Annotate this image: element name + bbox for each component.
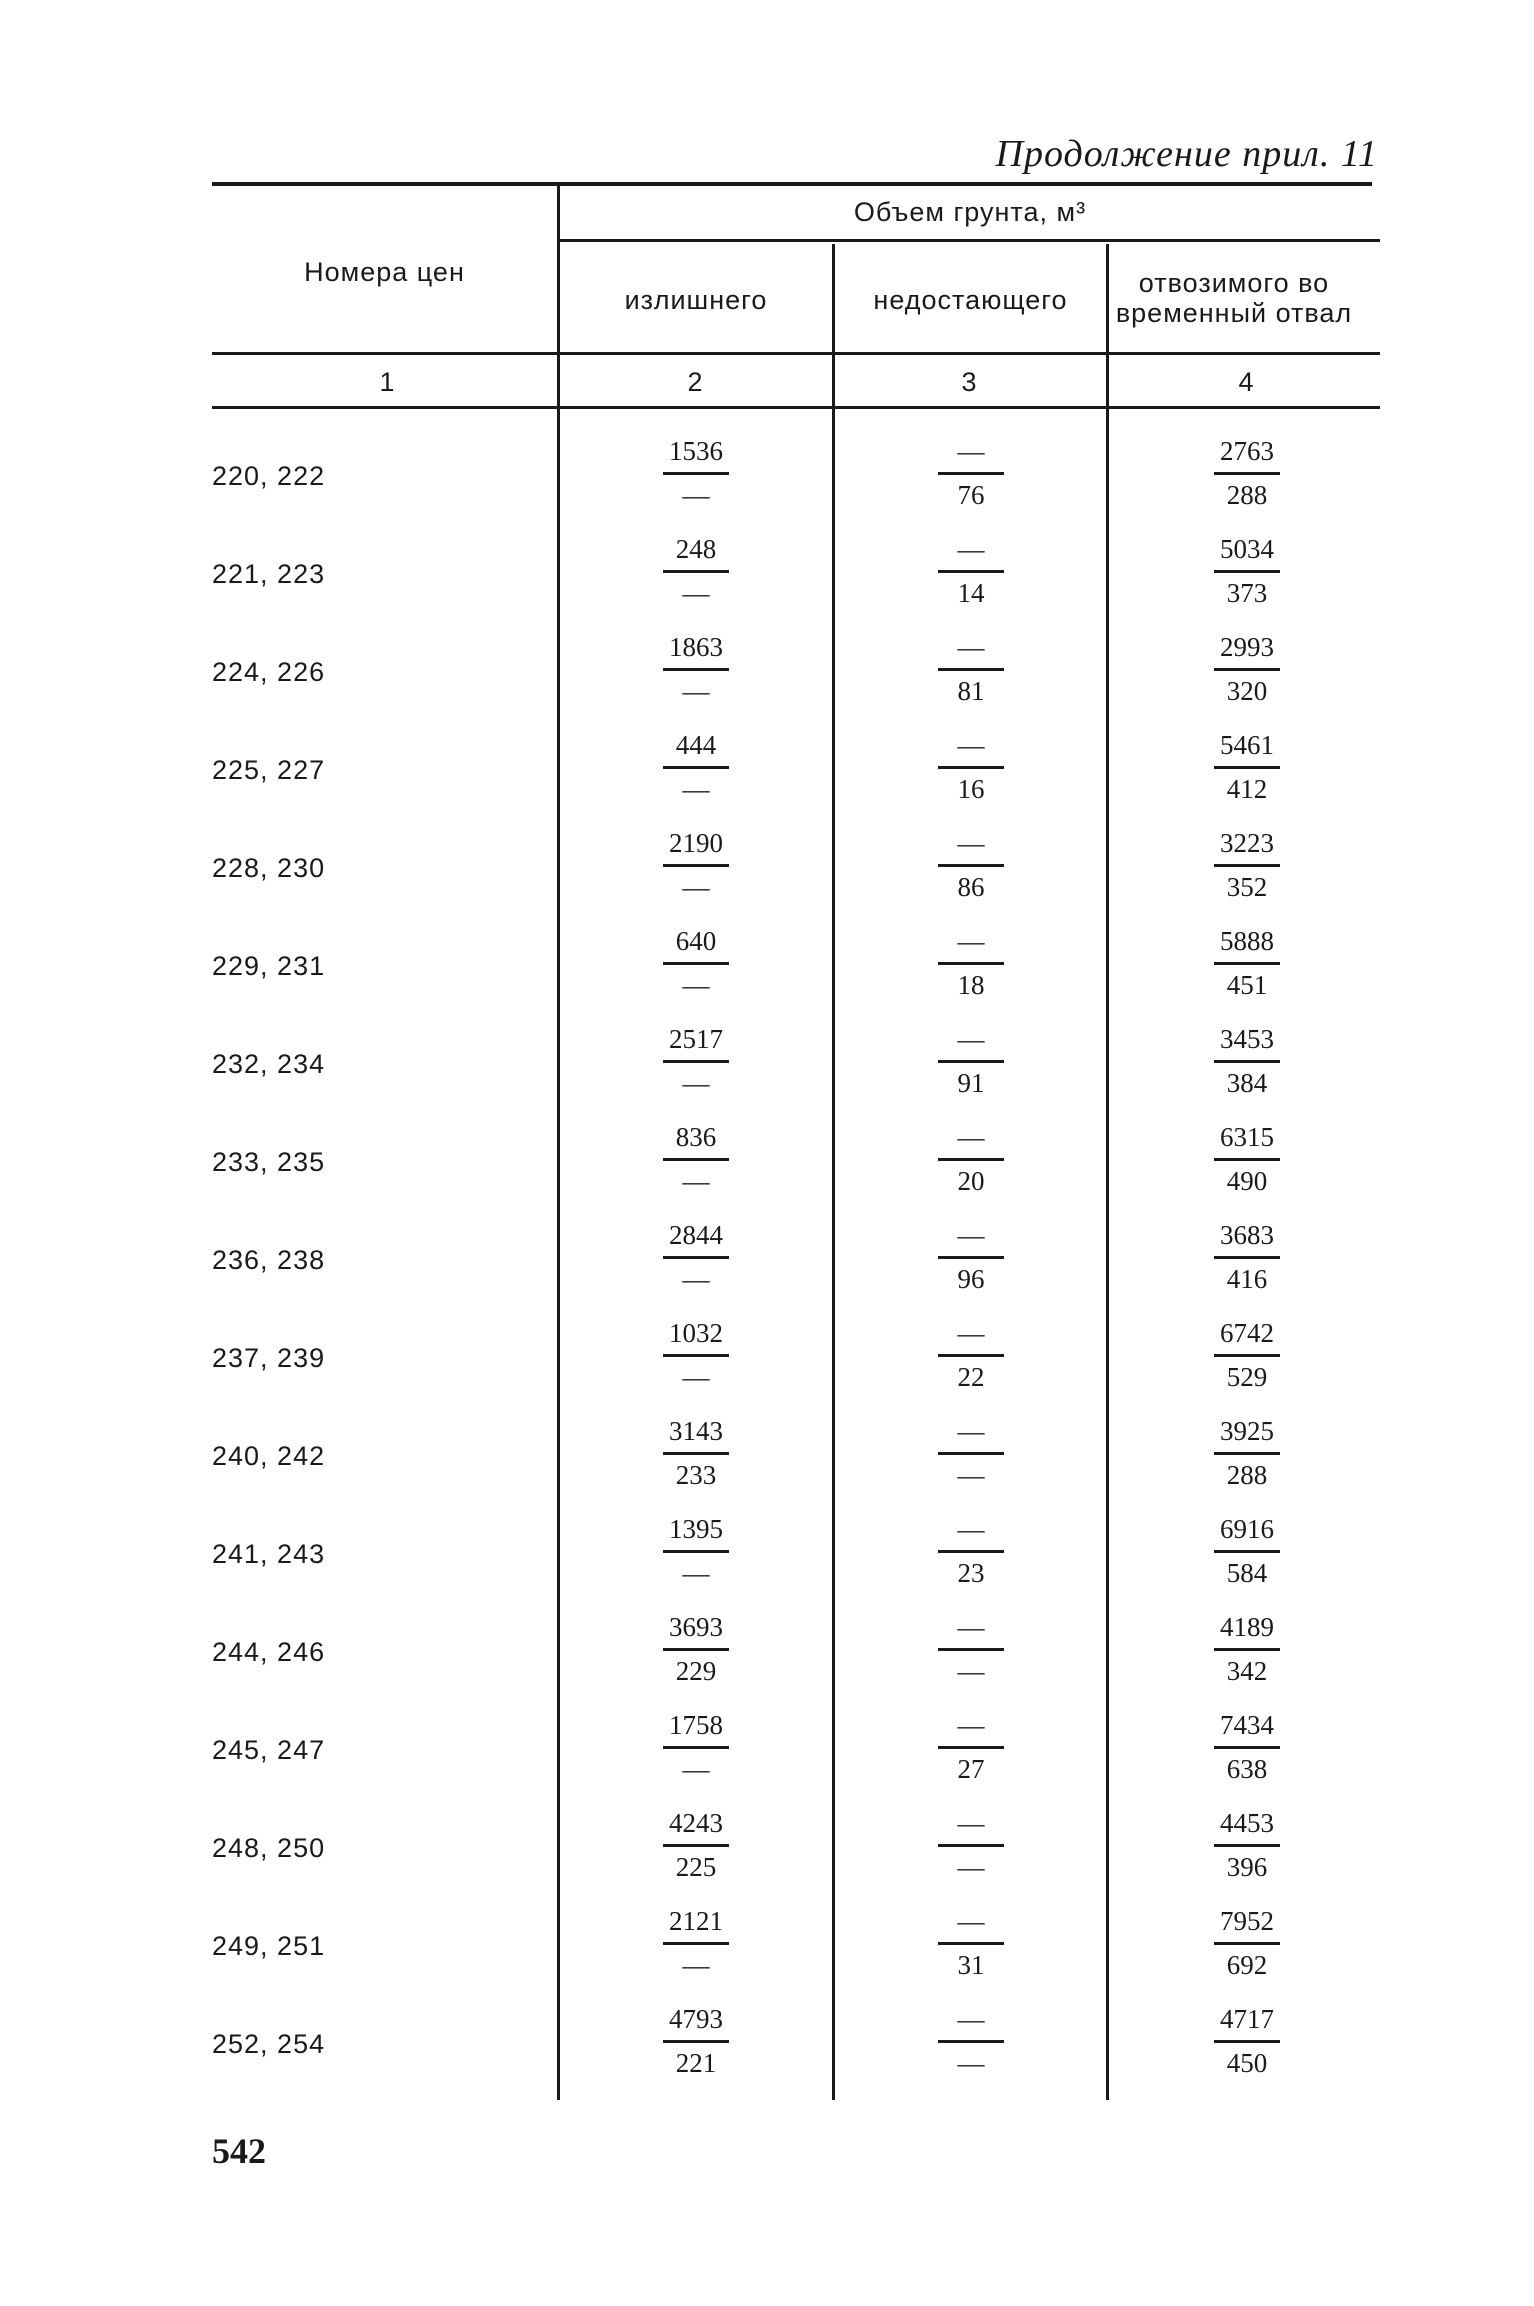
fraction-bar bbox=[1214, 1060, 1280, 1063]
fraction-cell bbox=[1192, 820, 1302, 918]
fraction-bar bbox=[663, 1844, 729, 1847]
fraction-denominator: — bbox=[682, 676, 710, 706]
fraction-numerator: 248 bbox=[675, 534, 717, 564]
fraction-numerator: 1032 bbox=[669, 1318, 723, 1348]
fraction-cell bbox=[916, 1114, 1026, 1212]
fraction-cell bbox=[916, 1506, 1026, 1604]
fraction-numerator: — bbox=[957, 1024, 985, 1054]
fraction-numerator: — bbox=[957, 1318, 985, 1348]
table-row bbox=[0, 1898, 1534, 1996]
fraction-cell bbox=[916, 1604, 1026, 1702]
fraction-numerator: — bbox=[957, 1808, 985, 1838]
fraction-cell bbox=[916, 1996, 1026, 2094]
fraction-numerator: 4243 bbox=[669, 1808, 723, 1838]
fraction-cell bbox=[641, 1898, 751, 1996]
fraction-cell bbox=[1192, 722, 1302, 820]
fraction-cell bbox=[641, 1506, 751, 1604]
fraction-numerator: 2190 bbox=[669, 828, 723, 858]
fraction-bar bbox=[1214, 668, 1280, 671]
fraction-bar bbox=[1214, 1550, 1280, 1553]
fraction-cell bbox=[641, 1310, 751, 1408]
fraction-numerator: 1758 bbox=[669, 1710, 723, 1740]
fraction-denominator: 81 bbox=[957, 676, 985, 706]
fraction-numerator: 4453 bbox=[1220, 1808, 1274, 1838]
fraction-numerator: 2121 bbox=[669, 1906, 723, 1936]
fraction-bar bbox=[938, 668, 1004, 671]
fraction-denominator: — bbox=[957, 2048, 985, 2078]
fraction-numerator: — bbox=[957, 1906, 985, 1936]
fraction-numerator: 4793 bbox=[669, 2004, 723, 2034]
fraction-denominator: — bbox=[682, 872, 710, 902]
fraction-cell bbox=[1192, 1604, 1302, 1702]
fraction-bar bbox=[938, 864, 1004, 867]
fraction-denominator: 288 bbox=[1226, 1460, 1268, 1490]
fraction-bar bbox=[1214, 962, 1280, 965]
fraction-numerator: 5034 bbox=[1220, 534, 1274, 564]
fraction-bar bbox=[1214, 1942, 1280, 1945]
fraction-numerator: 3925 bbox=[1220, 1416, 1274, 1446]
fraction-bar bbox=[1214, 570, 1280, 573]
fraction-cell bbox=[641, 624, 751, 722]
fraction-bar bbox=[663, 668, 729, 671]
fraction-denominator: 416 bbox=[1226, 1264, 1268, 1294]
fraction-cell bbox=[916, 1800, 1026, 1898]
fraction-bar bbox=[1214, 1354, 1280, 1357]
column-header-temp-dump: отвозимого во временный отвал bbox=[1115, 268, 1353, 328]
fraction-numerator: 5461 bbox=[1220, 730, 1274, 760]
fraction-bar bbox=[1214, 472, 1280, 475]
table-row bbox=[0, 1702, 1534, 1800]
fraction-bar bbox=[938, 1746, 1004, 1749]
row-label: 220, 222 bbox=[212, 461, 326, 491]
fraction-numerator: — bbox=[957, 1710, 985, 1740]
table-row bbox=[0, 1408, 1534, 1506]
fraction-bar bbox=[663, 1550, 729, 1553]
fraction-bar bbox=[938, 2040, 1004, 2043]
fraction-denominator: — bbox=[957, 1656, 985, 1686]
fraction-denominator: 396 bbox=[1226, 1852, 1268, 1882]
fraction-cell bbox=[641, 1702, 751, 1800]
fraction-denominator: 288 bbox=[1226, 480, 1268, 510]
table-row bbox=[0, 1800, 1534, 1898]
fraction-numerator: 6916 bbox=[1220, 1514, 1274, 1544]
table-row bbox=[0, 1310, 1534, 1408]
fraction-denominator: 31 bbox=[957, 1950, 985, 1980]
fraction-numerator: 1395 bbox=[669, 1514, 723, 1544]
fraction-denominator: 320 bbox=[1226, 676, 1268, 706]
fraction-denominator: 23 bbox=[957, 1558, 985, 1588]
fraction-denominator: — bbox=[682, 1754, 710, 1784]
running-head: Продолжение прил. 11 bbox=[995, 133, 1378, 175]
fraction-cell bbox=[1192, 1016, 1302, 1114]
fraction-numerator: — bbox=[957, 1416, 985, 1446]
fraction-bar bbox=[1214, 864, 1280, 867]
row-label: 233, 235 bbox=[212, 1147, 326, 1177]
fraction-numerator: 3143 bbox=[669, 1416, 723, 1446]
fraction-denominator: — bbox=[682, 774, 710, 804]
top-rule bbox=[212, 182, 1372, 186]
fraction-denominator: — bbox=[957, 1460, 985, 1490]
column-number-2: 2 bbox=[687, 367, 703, 397]
fraction-denominator: 14 bbox=[957, 578, 985, 608]
fraction-numerator: — bbox=[957, 1220, 985, 1250]
fraction-bar bbox=[938, 1844, 1004, 1847]
fraction-numerator: — bbox=[957, 2004, 985, 2034]
page-number: 542 bbox=[212, 2131, 266, 2171]
column-header-shortage: недостающего bbox=[873, 285, 1068, 315]
fraction-bar bbox=[938, 1942, 1004, 1945]
fraction-numerator: 2844 bbox=[669, 1220, 723, 1250]
fraction-numerator: 836 bbox=[675, 1122, 717, 1152]
fraction-cell bbox=[641, 526, 751, 624]
fraction-cell bbox=[916, 1016, 1026, 1114]
fraction-cell bbox=[1192, 1996, 1302, 2094]
fraction-denominator: — bbox=[682, 578, 710, 608]
column-number-4: 4 bbox=[1238, 367, 1254, 397]
fraction-cell bbox=[641, 1408, 751, 1506]
fraction-numerator: 1863 bbox=[669, 632, 723, 662]
fraction-denominator: — bbox=[682, 1166, 710, 1196]
fraction-denominator: 692 bbox=[1226, 1950, 1268, 1980]
fraction-bar bbox=[938, 1256, 1004, 1259]
fraction-bar bbox=[663, 864, 729, 867]
row-label: 224, 226 bbox=[212, 657, 326, 687]
fraction-cell bbox=[641, 918, 751, 1016]
fraction-bar bbox=[1214, 1452, 1280, 1455]
fraction-denominator: — bbox=[682, 480, 710, 510]
fraction-cell bbox=[916, 1212, 1026, 1310]
fraction-denominator: 86 bbox=[957, 872, 985, 902]
fraction-cell bbox=[1192, 624, 1302, 722]
fraction-numerator: 7952 bbox=[1220, 1906, 1274, 1936]
fraction-bar bbox=[938, 1648, 1004, 1651]
table-row bbox=[0, 428, 1534, 526]
stub-header: Номера цен bbox=[304, 257, 465, 287]
fraction-denominator: 221 bbox=[675, 2048, 717, 2078]
row-label: 236, 238 bbox=[212, 1245, 326, 1275]
fraction-cell bbox=[916, 428, 1026, 526]
fraction-denominator: 96 bbox=[957, 1264, 985, 1294]
fraction-numerator: — bbox=[957, 632, 985, 662]
fraction-cell bbox=[1192, 1800, 1302, 1898]
fraction-cell bbox=[916, 1408, 1026, 1506]
fraction-denominator: — bbox=[682, 1558, 710, 1588]
fraction-cell bbox=[916, 820, 1026, 918]
fraction-denominator: 373 bbox=[1226, 578, 1268, 608]
fraction-numerator: 6315 bbox=[1220, 1122, 1274, 1152]
fraction-cell bbox=[916, 1310, 1026, 1408]
fraction-denominator: 638 bbox=[1226, 1754, 1268, 1784]
group-header-rule bbox=[560, 239, 1380, 242]
fraction-numerator: 3453 bbox=[1220, 1024, 1274, 1054]
row-label: 252, 254 bbox=[212, 2029, 326, 2059]
fraction-cell bbox=[916, 918, 1026, 1016]
fraction-bar bbox=[1214, 1256, 1280, 1259]
fraction-numerator: — bbox=[957, 534, 985, 564]
fraction-bar bbox=[938, 1354, 1004, 1357]
header-bottom-rule bbox=[212, 352, 1380, 355]
fraction-denominator: — bbox=[682, 970, 710, 1000]
fraction-denominator: 91 bbox=[957, 1068, 985, 1098]
fraction-bar bbox=[1214, 1844, 1280, 1847]
fraction-cell bbox=[1192, 428, 1302, 526]
fraction-denominator: 27 bbox=[957, 1754, 985, 1784]
fraction-denominator: 412 bbox=[1226, 774, 1268, 804]
fraction-denominator: — bbox=[682, 1264, 710, 1294]
fraction-bar bbox=[663, 1648, 729, 1651]
table-row bbox=[0, 1212, 1534, 1310]
fraction-numerator: — bbox=[957, 1122, 985, 1152]
fraction-bar bbox=[663, 1060, 729, 1063]
row-label: 221, 223 bbox=[212, 559, 326, 589]
fraction-bar bbox=[938, 962, 1004, 965]
fraction-numerator: 7434 bbox=[1220, 1710, 1274, 1740]
fraction-denominator: 76 bbox=[957, 480, 985, 510]
fraction-bar bbox=[938, 1550, 1004, 1553]
fraction-cell bbox=[641, 1800, 751, 1898]
fraction-cell bbox=[1192, 1408, 1302, 1506]
table-row bbox=[0, 820, 1534, 918]
fraction-cell bbox=[1192, 526, 1302, 624]
fraction-numerator: 1536 bbox=[669, 436, 723, 466]
fraction-cell bbox=[916, 624, 1026, 722]
fraction-denominator: 233 bbox=[675, 1460, 717, 1490]
table-row bbox=[0, 1506, 1534, 1604]
fraction-denominator: 352 bbox=[1226, 872, 1268, 902]
fraction-denominator: — bbox=[682, 1950, 710, 1980]
table-row bbox=[0, 624, 1534, 722]
row-label: 229, 231 bbox=[212, 951, 326, 981]
fraction-numerator: 444 bbox=[675, 730, 717, 760]
table-row bbox=[0, 1114, 1534, 1212]
fraction-bar bbox=[663, 1354, 729, 1357]
table-row bbox=[0, 1604, 1534, 1702]
fraction-cell bbox=[1192, 918, 1302, 1016]
fraction-numerator: — bbox=[957, 926, 985, 956]
fraction-denominator: 450 bbox=[1226, 2048, 1268, 2078]
column-number-3: 3 bbox=[961, 367, 977, 397]
fraction-bar bbox=[663, 962, 729, 965]
row-label: 228, 230 bbox=[212, 853, 326, 883]
fraction-numerator: 3693 bbox=[669, 1612, 723, 1642]
row-label: 232, 234 bbox=[212, 1049, 326, 1079]
fraction-cell bbox=[1192, 1702, 1302, 1800]
fraction-numerator: 6742 bbox=[1220, 1318, 1274, 1348]
column-header-surplus: излишнего bbox=[624, 285, 768, 315]
fraction-bar bbox=[1214, 1158, 1280, 1161]
fraction-denominator: 229 bbox=[675, 1656, 717, 1686]
fraction-denominator: — bbox=[682, 1068, 710, 1098]
fraction-cell bbox=[1192, 1212, 1302, 1310]
fraction-denominator: 451 bbox=[1226, 970, 1268, 1000]
fraction-cell bbox=[641, 820, 751, 918]
fraction-denominator: 342 bbox=[1226, 1656, 1268, 1686]
table-row bbox=[0, 1996, 1534, 2094]
fraction-denominator: 18 bbox=[957, 970, 985, 1000]
fraction-cell bbox=[916, 722, 1026, 820]
row-label: 237, 239 bbox=[212, 1343, 326, 1373]
fraction-numerator: — bbox=[957, 1514, 985, 1544]
fraction-cell bbox=[1192, 1898, 1302, 1996]
fraction-cell bbox=[1192, 1310, 1302, 1408]
fraction-bar bbox=[1214, 2040, 1280, 2043]
fraction-numerator: — bbox=[957, 730, 985, 760]
fraction-bar bbox=[938, 766, 1004, 769]
fraction-cell bbox=[641, 1114, 751, 1212]
table-row bbox=[0, 918, 1534, 1016]
fraction-bar bbox=[938, 1452, 1004, 1455]
fraction-bar bbox=[663, 1256, 729, 1259]
fraction-bar bbox=[663, 766, 729, 769]
row-label: 225, 227 bbox=[212, 755, 326, 785]
fraction-cell bbox=[641, 1016, 751, 1114]
fraction-bar bbox=[663, 2040, 729, 2043]
fraction-cell bbox=[641, 428, 751, 526]
fraction-denominator: 584 bbox=[1226, 1558, 1268, 1588]
fraction-bar bbox=[663, 1452, 729, 1455]
fraction-numerator: 3683 bbox=[1220, 1220, 1274, 1250]
group-header: Объем грунта, м³ bbox=[853, 197, 1087, 227]
row-label: 240, 242 bbox=[212, 1441, 326, 1471]
fraction-bar bbox=[663, 570, 729, 573]
fraction-bar bbox=[938, 472, 1004, 475]
column-number-rule bbox=[212, 406, 1380, 409]
table-row bbox=[0, 526, 1534, 624]
fraction-numerator: 640 bbox=[675, 926, 717, 956]
fraction-bar bbox=[663, 472, 729, 475]
fraction-cell bbox=[641, 722, 751, 820]
fraction-bar bbox=[938, 1158, 1004, 1161]
fraction-bar bbox=[938, 570, 1004, 573]
fraction-denominator: — bbox=[682, 1362, 710, 1392]
row-label: 241, 243 bbox=[212, 1539, 326, 1569]
fraction-bar bbox=[663, 1158, 729, 1161]
table-row bbox=[0, 722, 1534, 820]
fraction-denominator: 384 bbox=[1226, 1068, 1268, 1098]
fraction-bar bbox=[1214, 766, 1280, 769]
fraction-cell bbox=[641, 1604, 751, 1702]
fraction-denominator: 529 bbox=[1226, 1362, 1268, 1392]
fraction-cell bbox=[641, 1996, 751, 2094]
fraction-denominator: 490 bbox=[1226, 1166, 1268, 1196]
fraction-denominator: — bbox=[957, 1852, 985, 1882]
row-label: 245, 247 bbox=[212, 1735, 326, 1765]
fraction-numerator: — bbox=[957, 828, 985, 858]
fraction-cell bbox=[641, 1212, 751, 1310]
fraction-numerator: 2763 bbox=[1220, 436, 1274, 466]
fraction-cell bbox=[916, 1702, 1026, 1800]
fraction-cell bbox=[1192, 1114, 1302, 1212]
fraction-cell bbox=[1192, 1506, 1302, 1604]
row-label: 248, 250 bbox=[212, 1833, 326, 1863]
fraction-bar bbox=[938, 1060, 1004, 1063]
fraction-numerator: 2993 bbox=[1220, 632, 1274, 662]
fraction-cell bbox=[916, 1898, 1026, 1996]
fraction-denominator: 16 bbox=[957, 774, 985, 804]
fraction-cell bbox=[916, 526, 1026, 624]
fraction-numerator: 4189 bbox=[1220, 1612, 1274, 1642]
table-row bbox=[0, 1016, 1534, 1114]
fraction-numerator: 2517 bbox=[669, 1024, 723, 1054]
stub-number: 1 bbox=[379, 367, 395, 397]
fraction-bar bbox=[663, 1746, 729, 1749]
fraction-numerator: 3223 bbox=[1220, 828, 1274, 858]
fraction-bar bbox=[663, 1942, 729, 1945]
fraction-bar bbox=[1214, 1746, 1280, 1749]
fraction-denominator: 20 bbox=[957, 1166, 985, 1196]
fraction-denominator: 22 bbox=[957, 1362, 985, 1392]
row-label: 249, 251 bbox=[212, 1931, 326, 1961]
fraction-numerator: 5888 bbox=[1220, 926, 1274, 956]
fraction-bar bbox=[1214, 1648, 1280, 1651]
fraction-numerator: 4717 bbox=[1220, 2004, 1274, 2034]
fraction-denominator: 225 bbox=[675, 1852, 717, 1882]
fraction-numerator: — bbox=[957, 1612, 985, 1642]
fraction-numerator: — bbox=[957, 436, 985, 466]
row-label: 244, 246 bbox=[212, 1637, 326, 1667]
